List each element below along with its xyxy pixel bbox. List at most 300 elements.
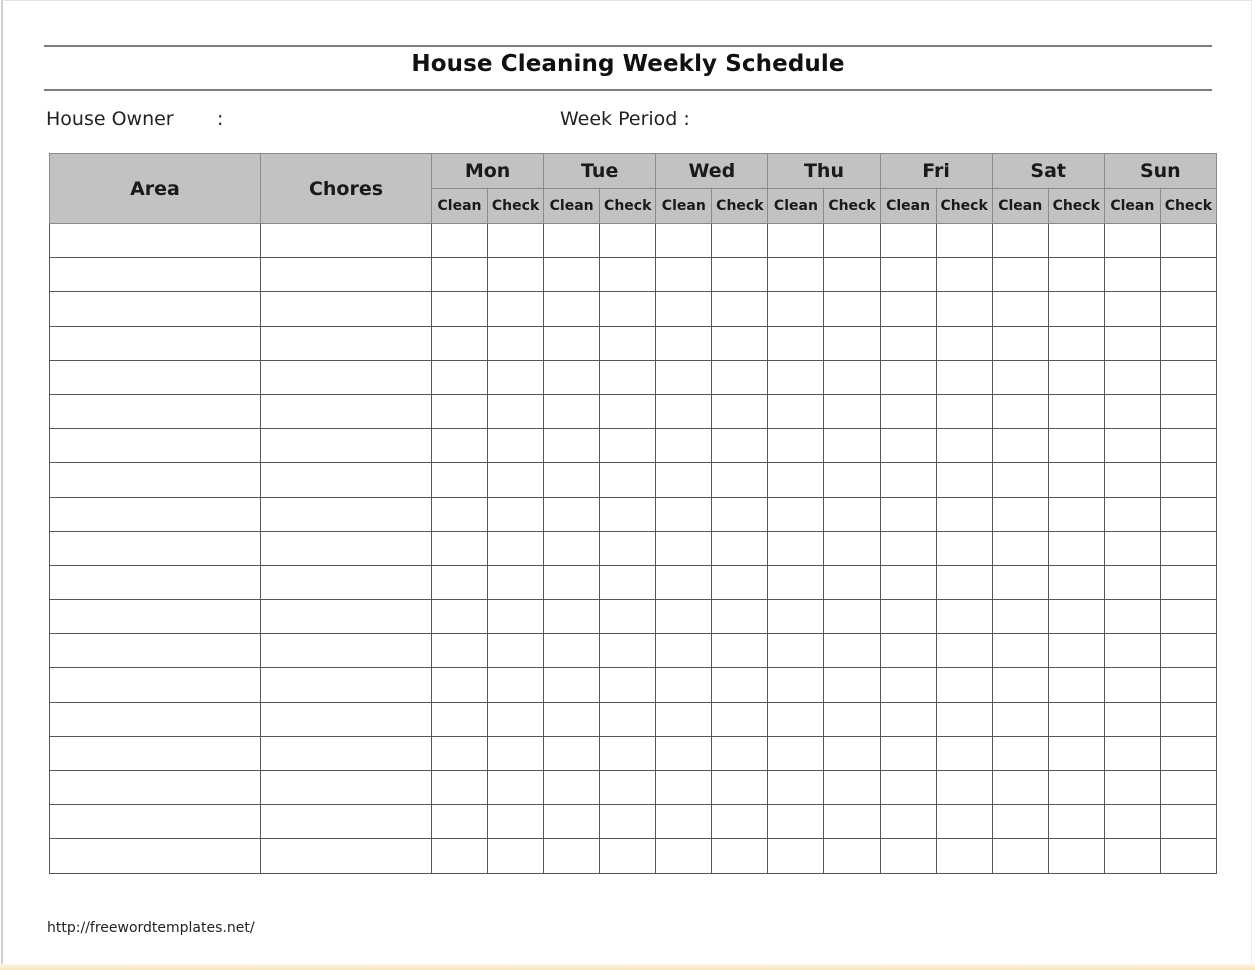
sat-check-cell[interactable] (1048, 668, 1104, 702)
sat-clean-cell[interactable] (992, 292, 1048, 326)
sun-clean-cell[interactable] (1104, 360, 1160, 394)
mon-clean-cell[interactable] (432, 394, 488, 428)
sun-clean-cell[interactable] (1104, 224, 1160, 258)
wed-clean-cell[interactable] (656, 258, 712, 292)
wed-check-cell[interactable] (712, 736, 768, 770)
tue-clean-cell[interactable] (544, 360, 600, 394)
wed-check-cell[interactable] (712, 600, 768, 634)
chores-cell[interactable] (261, 258, 432, 292)
fri-check-cell[interactable] (936, 394, 992, 428)
fri-check-cell[interactable] (936, 771, 992, 805)
wed-check-cell[interactable] (712, 292, 768, 326)
wed-check-cell[interactable] (712, 565, 768, 599)
mon-clean-cell[interactable] (432, 565, 488, 599)
tue-check-cell[interactable] (600, 258, 656, 292)
chores-cell[interactable] (261, 531, 432, 565)
sat-check-cell[interactable] (1048, 497, 1104, 531)
area-cell[interactable] (50, 771, 261, 805)
chores-cell[interactable] (261, 326, 432, 360)
wed-check-cell[interactable] (712, 771, 768, 805)
mon-check-cell[interactable] (488, 839, 544, 873)
thu-check-cell[interactable] (824, 531, 880, 565)
area-cell[interactable] (50, 805, 261, 839)
thu-clean-cell[interactable] (768, 531, 824, 565)
wed-clean-cell[interactable] (656, 463, 712, 497)
sun-clean-cell[interactable] (1104, 634, 1160, 668)
wed-check-cell[interactable] (712, 429, 768, 463)
tue-check-cell[interactable] (600, 463, 656, 497)
wed-clean-cell[interactable] (656, 326, 712, 360)
fri-clean-cell[interactable] (880, 224, 936, 258)
mon-clean-cell[interactable] (432, 463, 488, 497)
tue-check-cell[interactable] (600, 394, 656, 428)
thu-check-cell[interactable] (824, 224, 880, 258)
thu-clean-cell[interactable] (768, 771, 824, 805)
sun-check-cell[interactable] (1160, 292, 1216, 326)
tue-clean-cell[interactable] (544, 565, 600, 599)
thu-clean-cell[interactable] (768, 224, 824, 258)
chores-cell[interactable] (261, 634, 432, 668)
wed-check-cell[interactable] (712, 394, 768, 428)
sun-check-cell[interactable] (1160, 668, 1216, 702)
fri-clean-cell[interactable] (880, 771, 936, 805)
mon-check-cell[interactable] (488, 258, 544, 292)
sat-clean-cell[interactable] (992, 394, 1048, 428)
wed-clean-cell[interactable] (656, 531, 712, 565)
tue-check-cell[interactable] (600, 805, 656, 839)
thu-clean-cell[interactable] (768, 258, 824, 292)
sat-check-cell[interactable] (1048, 224, 1104, 258)
area-cell[interactable] (50, 600, 261, 634)
tue-check-cell[interactable] (600, 360, 656, 394)
mon-check-cell[interactable] (488, 702, 544, 736)
mon-clean-cell[interactable] (432, 702, 488, 736)
fri-check-cell[interactable] (936, 668, 992, 702)
sun-check-cell[interactable] (1160, 224, 1216, 258)
sat-check-cell[interactable] (1048, 600, 1104, 634)
area-cell[interactable] (50, 429, 261, 463)
tue-clean-cell[interactable] (544, 771, 600, 805)
sun-check-cell[interactable] (1160, 771, 1216, 805)
sun-check-cell[interactable] (1160, 736, 1216, 770)
fri-clean-cell[interactable] (880, 497, 936, 531)
fri-clean-cell[interactable] (880, 326, 936, 360)
tue-check-cell[interactable] (600, 771, 656, 805)
sat-clean-cell[interactable] (992, 531, 1048, 565)
area-cell[interactable] (50, 497, 261, 531)
mon-check-cell[interactable] (488, 565, 544, 599)
area-cell[interactable] (50, 702, 261, 736)
sat-check-cell[interactable] (1048, 771, 1104, 805)
thu-check-cell[interactable] (824, 839, 880, 873)
wed-check-cell[interactable] (712, 805, 768, 839)
fri-clean-cell[interactable] (880, 429, 936, 463)
tue-check-cell[interactable] (600, 736, 656, 770)
chores-cell[interactable] (261, 463, 432, 497)
mon-clean-cell[interactable] (432, 736, 488, 770)
mon-check-cell[interactable] (488, 394, 544, 428)
wed-check-cell[interactable] (712, 668, 768, 702)
wed-check-cell[interactable] (712, 497, 768, 531)
chores-cell[interactable] (261, 668, 432, 702)
tue-clean-cell[interactable] (544, 497, 600, 531)
mon-check-cell[interactable] (488, 668, 544, 702)
fri-check-cell[interactable] (936, 224, 992, 258)
sat-clean-cell[interactable] (992, 326, 1048, 360)
wed-clean-cell[interactable] (656, 805, 712, 839)
mon-clean-cell[interactable] (432, 429, 488, 463)
sat-check-cell[interactable] (1048, 805, 1104, 839)
fri-clean-cell[interactable] (880, 736, 936, 770)
chores-cell[interactable] (261, 429, 432, 463)
thu-check-cell[interactable] (824, 429, 880, 463)
sat-clean-cell[interactable] (992, 771, 1048, 805)
fri-check-cell[interactable] (936, 634, 992, 668)
thu-clean-cell[interactable] (768, 702, 824, 736)
wed-clean-cell[interactable] (656, 360, 712, 394)
thu-check-cell[interactable] (824, 326, 880, 360)
thu-check-cell[interactable] (824, 565, 880, 599)
area-cell[interactable] (50, 565, 261, 599)
tue-check-cell[interactable] (600, 497, 656, 531)
chores-cell[interactable] (261, 394, 432, 428)
tue-check-cell[interactable] (600, 668, 656, 702)
fri-check-cell[interactable] (936, 736, 992, 770)
sun-check-cell[interactable] (1160, 702, 1216, 736)
week-period-field[interactable]: Week Period : (560, 108, 690, 130)
tue-clean-cell[interactable] (544, 634, 600, 668)
sun-clean-cell[interactable] (1104, 600, 1160, 634)
fri-clean-cell[interactable] (880, 292, 936, 326)
fri-check-cell[interactable] (936, 839, 992, 873)
mon-clean-cell[interactable] (432, 360, 488, 394)
tue-check-cell[interactable] (600, 224, 656, 258)
wed-clean-cell[interactable] (656, 224, 712, 258)
sat-clean-cell[interactable] (992, 565, 1048, 599)
tue-clean-cell[interactable] (544, 600, 600, 634)
wed-clean-cell[interactable] (656, 668, 712, 702)
mon-clean-cell[interactable] (432, 224, 488, 258)
fri-check-cell[interactable] (936, 531, 992, 565)
fri-clean-cell[interactable] (880, 702, 936, 736)
wed-clean-cell[interactable] (656, 736, 712, 770)
chores-cell[interactable] (261, 805, 432, 839)
mon-clean-cell[interactable] (432, 668, 488, 702)
wed-clean-cell[interactable] (656, 429, 712, 463)
area-cell[interactable] (50, 634, 261, 668)
mon-check-cell[interactable] (488, 463, 544, 497)
sun-check-cell[interactable] (1160, 429, 1216, 463)
thu-clean-cell[interactable] (768, 394, 824, 428)
tue-check-cell[interactable] (600, 531, 656, 565)
tue-clean-cell[interactable] (544, 429, 600, 463)
wed-clean-cell[interactable] (656, 292, 712, 326)
fri-check-cell[interactable] (936, 600, 992, 634)
thu-clean-cell[interactable] (768, 805, 824, 839)
thu-check-cell[interactable] (824, 805, 880, 839)
fri-clean-cell[interactable] (880, 805, 936, 839)
fri-clean-cell[interactable] (880, 634, 936, 668)
tue-clean-cell[interactable] (544, 736, 600, 770)
tue-check-cell[interactable] (600, 702, 656, 736)
area-cell[interactable] (50, 326, 261, 360)
sun-check-cell[interactable] (1160, 394, 1216, 428)
thu-check-cell[interactable] (824, 736, 880, 770)
fri-check-cell[interactable] (936, 429, 992, 463)
sun-clean-cell[interactable] (1104, 326, 1160, 360)
tue-clean-cell[interactable] (544, 702, 600, 736)
thu-clean-cell[interactable] (768, 463, 824, 497)
area-cell[interactable] (50, 258, 261, 292)
sat-check-cell[interactable] (1048, 565, 1104, 599)
fri-clean-cell[interactable] (880, 463, 936, 497)
fri-clean-cell[interactable] (880, 531, 936, 565)
mon-check-cell[interactable] (488, 224, 544, 258)
thu-check-cell[interactable] (824, 771, 880, 805)
area-cell[interactable] (50, 668, 261, 702)
tue-clean-cell[interactable] (544, 224, 600, 258)
mon-clean-cell[interactable] (432, 634, 488, 668)
mon-check-cell[interactable] (488, 805, 544, 839)
tue-check-cell[interactable] (600, 326, 656, 360)
tue-check-cell[interactable] (600, 292, 656, 326)
area-cell[interactable] (50, 839, 261, 873)
footer-url-link[interactable]: http://freewordtemplates.net/ (47, 920, 255, 936)
fri-check-cell[interactable] (936, 292, 992, 326)
area-cell[interactable] (50, 463, 261, 497)
thu-clean-cell[interactable] (768, 326, 824, 360)
tue-clean-cell[interactable] (544, 292, 600, 326)
mon-clean-cell[interactable] (432, 839, 488, 873)
wed-clean-cell[interactable] (656, 771, 712, 805)
sun-clean-cell[interactable] (1104, 463, 1160, 497)
thu-clean-cell[interactable] (768, 292, 824, 326)
thu-check-cell[interactable] (824, 668, 880, 702)
tue-check-cell[interactable] (600, 600, 656, 634)
sat-clean-cell[interactable] (992, 805, 1048, 839)
area-cell[interactable] (50, 531, 261, 565)
sun-check-cell[interactable] (1160, 634, 1216, 668)
sat-clean-cell[interactable] (992, 258, 1048, 292)
wed-clean-cell[interactable] (656, 634, 712, 668)
sun-check-cell[interactable] (1160, 805, 1216, 839)
wed-check-cell[interactable] (712, 531, 768, 565)
wed-clean-cell[interactable] (656, 839, 712, 873)
sat-clean-cell[interactable] (992, 839, 1048, 873)
mon-check-cell[interactable] (488, 360, 544, 394)
chores-cell[interactable] (261, 600, 432, 634)
mon-clean-cell[interactable] (432, 326, 488, 360)
sat-clean-cell[interactable] (992, 224, 1048, 258)
fri-clean-cell[interactable] (880, 394, 936, 428)
sat-clean-cell[interactable] (992, 634, 1048, 668)
sun-clean-cell[interactable] (1104, 394, 1160, 428)
fri-check-cell[interactable] (936, 565, 992, 599)
sun-clean-cell[interactable] (1104, 736, 1160, 770)
sat-check-cell[interactable] (1048, 292, 1104, 326)
tue-clean-cell[interactable] (544, 258, 600, 292)
mon-check-cell[interactable] (488, 771, 544, 805)
sat-clean-cell[interactable] (992, 463, 1048, 497)
sat-check-cell[interactable] (1048, 463, 1104, 497)
area-cell[interactable] (50, 292, 261, 326)
sat-clean-cell[interactable] (992, 600, 1048, 634)
sat-clean-cell[interactable] (992, 668, 1048, 702)
mon-check-cell[interactable] (488, 600, 544, 634)
wed-check-cell[interactable] (712, 702, 768, 736)
sun-check-cell[interactable] (1160, 531, 1216, 565)
sat-check-cell[interactable] (1048, 360, 1104, 394)
sun-check-cell[interactable] (1160, 600, 1216, 634)
mon-check-cell[interactable] (488, 497, 544, 531)
wed-check-cell[interactable] (712, 839, 768, 873)
mon-clean-cell[interactable] (432, 771, 488, 805)
fri-check-cell[interactable] (936, 258, 992, 292)
thu-check-cell[interactable] (824, 394, 880, 428)
sun-check-cell[interactable] (1160, 565, 1216, 599)
fri-check-cell[interactable] (936, 463, 992, 497)
chores-cell[interactable] (261, 497, 432, 531)
sat-clean-cell[interactable] (992, 360, 1048, 394)
thu-clean-cell[interactable] (768, 600, 824, 634)
fri-check-cell[interactable] (936, 805, 992, 839)
sat-clean-cell[interactable] (992, 736, 1048, 770)
sun-check-cell[interactable] (1160, 360, 1216, 394)
sun-clean-cell[interactable] (1104, 497, 1160, 531)
mon-clean-cell[interactable] (432, 600, 488, 634)
sat-check-cell[interactable] (1048, 839, 1104, 873)
sun-clean-cell[interactable] (1104, 258, 1160, 292)
fri-clean-cell[interactable] (880, 258, 936, 292)
area-cell[interactable] (50, 224, 261, 258)
sun-check-cell[interactable] (1160, 326, 1216, 360)
chores-cell[interactable] (261, 771, 432, 805)
chores-cell[interactable] (261, 292, 432, 326)
sun-clean-cell[interactable] (1104, 839, 1160, 873)
thu-check-cell[interactable] (824, 600, 880, 634)
thu-check-cell[interactable] (824, 360, 880, 394)
sat-check-cell[interactable] (1048, 326, 1104, 360)
area-cell[interactable] (50, 394, 261, 428)
thu-check-cell[interactable] (824, 258, 880, 292)
sun-check-cell[interactable] (1160, 258, 1216, 292)
fri-clean-cell[interactable] (880, 839, 936, 873)
thu-clean-cell[interactable] (768, 429, 824, 463)
thu-check-cell[interactable] (824, 463, 880, 497)
sun-check-cell[interactable] (1160, 839, 1216, 873)
wed-check-cell[interactable] (712, 258, 768, 292)
fri-clean-cell[interactable] (880, 668, 936, 702)
wed-clean-cell[interactable] (656, 600, 712, 634)
sun-clean-cell[interactable] (1104, 531, 1160, 565)
fri-clean-cell[interactable] (880, 565, 936, 599)
thu-clean-cell[interactable] (768, 839, 824, 873)
wed-check-cell[interactable] (712, 634, 768, 668)
sun-clean-cell[interactable] (1104, 702, 1160, 736)
thu-check-cell[interactable] (824, 634, 880, 668)
tue-check-cell[interactable] (600, 839, 656, 873)
sun-clean-cell[interactable] (1104, 429, 1160, 463)
fri-check-cell[interactable] (936, 702, 992, 736)
fri-check-cell[interactable] (936, 360, 992, 394)
sat-check-cell[interactable] (1048, 634, 1104, 668)
sat-clean-cell[interactable] (992, 497, 1048, 531)
mon-clean-cell[interactable] (432, 531, 488, 565)
sat-check-cell[interactable] (1048, 258, 1104, 292)
mon-clean-cell[interactable] (432, 805, 488, 839)
area-cell[interactable] (50, 360, 261, 394)
fri-check-cell[interactable] (936, 326, 992, 360)
wed-check-cell[interactable] (712, 326, 768, 360)
wed-check-cell[interactable] (712, 360, 768, 394)
tue-clean-cell[interactable] (544, 326, 600, 360)
tue-clean-cell[interactable] (544, 463, 600, 497)
sat-clean-cell[interactable] (992, 702, 1048, 736)
thu-clean-cell[interactable] (768, 565, 824, 599)
fri-clean-cell[interactable] (880, 360, 936, 394)
chores-cell[interactable] (261, 224, 432, 258)
wed-check-cell[interactable] (712, 224, 768, 258)
chores-cell[interactable] (261, 565, 432, 599)
wed-clean-cell[interactable] (656, 394, 712, 428)
chores-cell[interactable] (261, 360, 432, 394)
wed-check-cell[interactable] (712, 463, 768, 497)
tue-check-cell[interactable] (600, 429, 656, 463)
fri-check-cell[interactable] (936, 497, 992, 531)
mon-clean-cell[interactable] (432, 292, 488, 326)
sat-clean-cell[interactable] (992, 429, 1048, 463)
thu-clean-cell[interactable] (768, 668, 824, 702)
area-cell[interactable] (50, 736, 261, 770)
sat-check-cell[interactable] (1048, 429, 1104, 463)
tue-clean-cell[interactable] (544, 394, 600, 428)
mon-check-cell[interactable] (488, 326, 544, 360)
mon-check-cell[interactable] (488, 292, 544, 326)
sun-clean-cell[interactable] (1104, 292, 1160, 326)
thu-clean-cell[interactable] (768, 360, 824, 394)
sat-check-cell[interactable] (1048, 531, 1104, 565)
house-owner-field[interactable]: : (217, 108, 224, 130)
sun-clean-cell[interactable] (1104, 771, 1160, 805)
sat-check-cell[interactable] (1048, 736, 1104, 770)
tue-check-cell[interactable] (600, 565, 656, 599)
chores-cell[interactable] (261, 702, 432, 736)
chores-cell[interactable] (261, 736, 432, 770)
mon-clean-cell[interactable] (432, 258, 488, 292)
sun-check-cell[interactable] (1160, 497, 1216, 531)
mon-clean-cell[interactable] (432, 497, 488, 531)
sat-check-cell[interactable] (1048, 394, 1104, 428)
tue-clean-cell[interactable] (544, 668, 600, 702)
thu-clean-cell[interactable] (768, 497, 824, 531)
tue-clean-cell[interactable] (544, 531, 600, 565)
thu-clean-cell[interactable] (768, 736, 824, 770)
wed-clean-cell[interactable] (656, 497, 712, 531)
mon-check-cell[interactable] (488, 736, 544, 770)
sat-check-cell[interactable] (1048, 702, 1104, 736)
sun-clean-cell[interactable] (1104, 805, 1160, 839)
tue-clean-cell[interactable] (544, 805, 600, 839)
wed-clean-cell[interactable] (656, 565, 712, 599)
wed-clean-cell[interactable] (656, 702, 712, 736)
mon-check-cell[interactable] (488, 429, 544, 463)
tue-clean-cell[interactable] (544, 839, 600, 873)
tue-check-cell[interactable] (600, 634, 656, 668)
chores-cell[interactable] (261, 839, 432, 873)
fri-clean-cell[interactable] (880, 600, 936, 634)
thu-check-cell[interactable] (824, 497, 880, 531)
sun-clean-cell[interactable] (1104, 668, 1160, 702)
